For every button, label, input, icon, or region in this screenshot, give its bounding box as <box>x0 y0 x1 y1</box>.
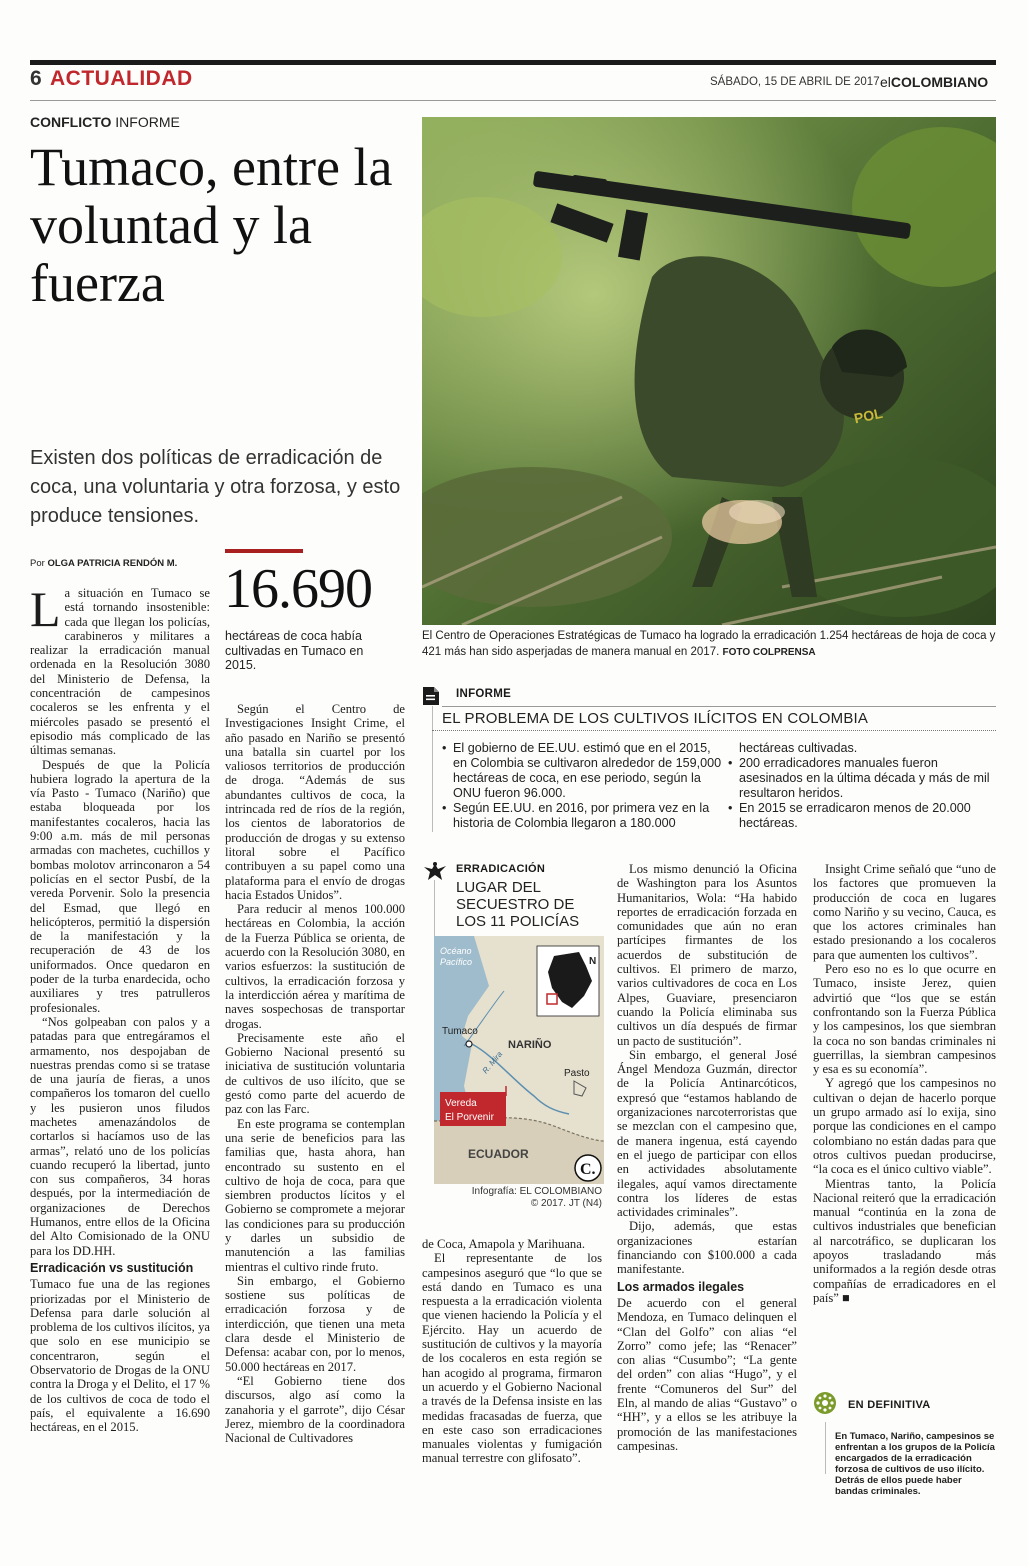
map-title: LUGAR DEL SECUESTRO DE LOS 11 POLICÍAS <box>456 879 580 930</box>
paragraph: Dijo, además, que estas organizaciones estarían financiando con $100.000 a cada manifestante. <box>617 1219 797 1277</box>
end-mark: ■ <box>842 1290 850 1305</box>
body-column-4 <box>617 862 797 1453</box>
paragraph: Sin embargo, el Gobierno sostiene sus políticas de erradicación forzosa y de interdicción, que tienen una meta clara desde el Ministerio de Defensa: acabar con, por lo menos, 50.000 hectáreas en 2017. <box>225 1273 405 1374</box>
narino-label: NARIÑO <box>508 1039 552 1051</box>
photo-credit: FOTO COLPRENSA <box>722 647 816 658</box>
paragraph-text: Mientras tanto, la Policía Nacional reiteró que la erradicación manual “continúa en la zona de cultivos industriales que benefician al narcotráfico, se duplicaran los apoyos trasladando más uniformados a la región desde otras compañías de erradicadores en el país” <box>813 1176 996 1305</box>
informe-item: • 200 erradicadores manuales fueron asesinados en la última década y más de mil resultaron heridos. <box>728 756 996 801</box>
body-column-2 <box>225 702 405 1445</box>
map-label: ERRADICACIÓN <box>456 863 546 875</box>
river-label: R. Mira <box>480 1049 505 1076</box>
paragraph: De acuerdo con el general Mendoza, en Tumaco delinquen el “Clan del Golfo” con alias “el Zorro” como jefe; las “Renacer” con alias “Cusumbo”; “La gente del orden” con alias “Hugo”, y el frente “Comuneros del Sur” del Eln, al mando de alias “Gustavo” o “HH”, y a ellos se les atribuye la promoción de las manifestaciones campesinas. <box>617 1295 797 1453</box>
tumaco-label: Tumaco <box>442 1026 478 1037</box>
informe-title: EL PROBLEMA DE LOS CULTIVOS ILÍCITOS EN COLOMBIA <box>442 710 869 727</box>
paragraph <box>30 581 210 758</box>
informe-list-right-wrap <box>728 741 996 831</box>
informe-list-left <box>442 741 724 831</box>
masthead-brand <box>880 74 988 90</box>
stat-accent-bar <box>225 549 303 553</box>
paragraph <box>813 1177 996 1306</box>
kicker-rest: INFORME <box>111 114 180 130</box>
main-photo <box>422 117 996 625</box>
paragraph: En este programa se contemplan una serie de beneficios para las familias que, hasta ahora, han encontrado su sustento en el cultivo de hoja de coca, para que siembren productos lícitos y el Gobierno se compromete a mejorar las condiciones para su producción y darles un subsidio de manutención a las familias mientras el cultivo rinde fruto. <box>225 1116 405 1274</box>
paragraph: Precisamente este año el Gobierno Nacional presentó su iniciativa de sustitución voluntaria de cultivos de uso ilícito, que se gestó como parte del acuerdo de paz con las Farc. <box>225 1030 405 1117</box>
sunburst-icon <box>813 1391 837 1415</box>
informe-side-rule <box>432 706 433 832</box>
location-map <box>434 936 604 1184</box>
definitiva-side-rule <box>825 1422 826 1474</box>
definitiva-text: En Tumaco, Nariño, campesinos se enfrentan a los grupos de la Policía encargados de la erradicación forzosa de cultivos de uso ilícito. Detrás de ellos puede haber bandas criminales. <box>835 1431 995 1497</box>
brand-prefix: el <box>880 74 891 90</box>
headline: Tumaco, entre la voluntad y la fuerza <box>30 137 393 313</box>
header-divider <box>30 100 996 101</box>
stat-caption: hectáreas de coca había cultivadas en Tumaco en 2015. <box>225 629 364 672</box>
informe-dotted-rule <box>432 730 996 732</box>
paragraph: Sin embargo, el general José Ángel Mendoza Guzmán, director de la Policía Antinarcóticos, expresó que “estamos hablando de organizaciones narcoterroristas que se mezclan con el campesino que, de manera ingenua, está cayendo en el juego de participar con ellos en actividades absolutamente ilegales, aquí vamos directamente contra los líderes de estas actividades criminales”. <box>617 1047 797 1220</box>
kicker-strong: CONFLICTO <box>30 114 112 130</box>
paragraph: Tumaco fue una de las regiones priorizadas por el Ministerio de Defensa para darle solución al problema de los cultivos ilícitos, ya que solo en ese municipio se concentraron, según el Observatorio de Drogas de la ONU contra la Droga y el Delito, el 17 % de los cultivos de coca de todo el país, el equivalente a 16.690 hectáreas, en el 2015. <box>30 1277 210 1435</box>
drop-cap: L <box>30 581 61 637</box>
paragraph: de Coca, Amapola y Marihuana. <box>422 1237 585 1251</box>
paragraph: Según el Centro de Investigaciones Insight Crime, el año pasado en Nariño se presentó una batalla sin cuartel por los valiosos territorios de producción de droga. “Además de sus abundantes cultivos de coca, la intrincada red de ríos de la región, los cientos de laboratorios de producción de drogas y su extenso litoral sobre el Pacífico contribuyen a su papel como una plataforma para el envío de drogas hacia Estados Unidos”. <box>225 702 405 902</box>
paragraph: Los mismo denunció la Oficina de Washington para los Asuntos Humanitarios, Wola: “Ha habido reportes de erradicación forzada en comunidades que aún no eran partícipes firmantes de los acuerdos de substitución de cultivos. El primero de marzo, varios cultivadores de coca en Los Alpes, Guaviare, presenciaron cuando la Policía eliminaba sus cultivos un día después de firmar un pacto de sustitución”. <box>617 862 797 1048</box>
kicker <box>30 114 180 130</box>
tumaco-marker <box>466 1041 472 1047</box>
informe-list-right <box>728 756 996 831</box>
map-credit <box>422 1186 602 1210</box>
map-side-rule <box>434 880 435 936</box>
ecuador-label: ECUADOR <box>468 1147 529 1161</box>
dateline: SÁBADO, 15 DE ABRIL DE 2017 <box>710 76 880 88</box>
page-number: 6 <box>30 67 42 90</box>
ocean-label-1: Océano <box>440 946 472 956</box>
body-column-5 <box>813 862 996 1305</box>
dek: Existen dos políticas de erradicación de coca, una voluntaria y otra forzosa, y esto produce tensiones. <box>30 447 401 527</box>
map-credit-line-2: © 2017. JT (N4) <box>530 1198 602 1209</box>
paragraph: “El Gobierno tiene dos discursos, algo así como la zanahoria y el garrote”, dijo César Jerez, miembro de la coordinadora Nacional de Cultivadores <box>225 1373 405 1446</box>
paragraph: Para reducir al menos 100.000 hectáreas en Colombia, la acción de la Fuerza Pública se orienta, de acuerdo con la Resolución 3080, en varios esfuerzos: la sustitución de cultivos, la erradicación forzosa y la interdicción aérea y marítima de naves sospechosas de transportar drogas. <box>225 902 405 1031</box>
vest-label: POL <box>852 404 884 427</box>
body-column-3 <box>422 1237 602 1466</box>
paragraph: El representante de los campesinos aseguró que “lo que se está dando en Tumaco es una respuesta a la erradicación violenta que vienen haciendo la Policía y el Ejército. Hay un acuerdo de sustitución de cultivos y la mayoría de los cocaleros en esta región se han acogido al programa, firmaron un acuerdo y el Gobierno Nacional a través de la Defensa insiste en las medidas fracasadas de fuerza, que en este caso son erradicaciones manuales violentas y fumigación manual terrestre con glifosato”. <box>422 1251 602 1466</box>
byline-author: OLGA PATRICIA RENDÓN M. <box>47 558 178 569</box>
photo-caption-text: El Centro de Operaciones Estratégicas de Tumaco ha logrado la erradicación 1.254 hectáreas de hoja de coca y 421 más han sido asperjadas de manera manual en 2017. <box>422 630 996 658</box>
definitiva-label: EN DEFINITIVA <box>848 1399 931 1411</box>
brand-name: COLOMBIANO <box>890 74 989 90</box>
eagle-icon <box>422 858 448 884</box>
paragraph: Y agregó que los campesinos no cultivan o dejan de hacerlo porque un grupo armado así lo exija, sino porque las condiciones en el campo colombiano no están dadas para que otros cultivos puedan producirse, “la coca es el único cultivo viable”. <box>813 1076 996 1177</box>
informe-rule <box>442 706 996 707</box>
subhead-armados: Los armados ilegales <box>617 1279 745 1294</box>
informe-continuation: hectáreas cultivadas. <box>739 741 858 755</box>
callout-line-1: Vereda <box>445 1098 477 1109</box>
photo-caption <box>422 628 996 661</box>
logo-letter: C. <box>580 1161 596 1178</box>
informe-label: INFORME <box>456 688 512 700</box>
map-credit-line-1: Infografía: EL COLOMBIANO <box>471 1186 602 1197</box>
informe-item: • Según EE.UU. en 2016, por primera vez en la historia de Colombia llegaron a 180.000 <box>442 801 724 831</box>
pasto-label: Pasto <box>564 1068 590 1079</box>
paragraph-text: a situación en Tumaco se está tornando insostenible: cada que llegan los policías, carabineros y militares a realizar la erradicación manual ordenada en la Resolución 3080 del Ministerio de Defensa, la concentración de campesinos cocaleros se les enfrenta y el miércoles pasado se presentó el episodio más complicado de las últimas semanas. <box>30 586 210 758</box>
paragraph: Después de que la Policía hubiera logrado la apertura de la vía Pasto - Tumaco (Nariño) que estaba bloqueada por los manifestantes cocaleros, hacia las 9:00 a.m. más de mil personas armadas con machetes, cuchillos y bombas molotov arrinconaron a 54 policías en el sector Pusbí, de la vereda Porvenir. Solo la presencia del Esmad, que llegó en helicópteros, permitió la dispersión de la manifestación y la recuperación de 43 de los uniformados. Once quedaron en poder de la turba enardecida, ocho auxiliares y tres patrulleros profesionales. <box>30 757 210 1015</box>
byline <box>30 558 177 569</box>
callout-line-2: El Porvenir <box>445 1112 494 1123</box>
soldier-photo-illustration <box>422 117 996 625</box>
north-arrow: N <box>589 956 597 967</box>
top-rule <box>30 60 996 65</box>
ocean-label-2: Pacífico <box>440 957 473 967</box>
section-title: ACTUALIDAD <box>50 67 193 90</box>
informe-item: • El gobierno de EE.UU. estimó que en el 2015, en Colombia se cultivaron alrededor de 159,000 hectáreas de coca, en ese periodo, según la ONU fueron 96.000. <box>442 741 724 801</box>
informe-item: • En 2015 se erradicaron menos de 20.000 hectáreas. <box>728 801 996 831</box>
subhead-erradicacion: Erradicación vs sustitución <box>30 1260 194 1275</box>
stat-number: 16.690 <box>224 558 372 620</box>
paragraph: Insight Crime señaló que “uno de los factores que promueven la producción de coca en lugares como Nariño y su vecino, Cauca, es que los actores criminales han estado presionando a los cocaleros para que aumenten los cultivos”. <box>813 862 996 962</box>
paragraph: “Nos golpeaban con palos y a patadas para que entregáramos el armamento, nos despojaban de nuestras prendas como si se tratase de una jauría de fieras, a unos compañeros los tomaron del cuello y les pusieron unos filudos machetes amenazándolos de cortarlos si hacíamos uso de las armas”, relató uno de los policías cuando recuperó la libertad, junto con sus compañeros, 34 horas después, por la intermediación de organizaciones de Derechos Humanos, entre ellos de la Oficina del Alto Comisionado de la ONU para los DD.HH. <box>30 1014 210 1258</box>
paragraph: Pero eso no es lo que ocurre en Tumaco, insiste Jerez, quien advirtió que “los que se están confrontando son la Fuerza Pública y los campesinos, los que siembran la coca no son bandas criminales ni guerrillas, la siembran campesinos y esa es su economía”. <box>813 962 996 1077</box>
body-column-1 <box>30 581 210 1435</box>
byline-prefix: Por <box>30 558 48 569</box>
document-icon <box>422 686 440 706</box>
